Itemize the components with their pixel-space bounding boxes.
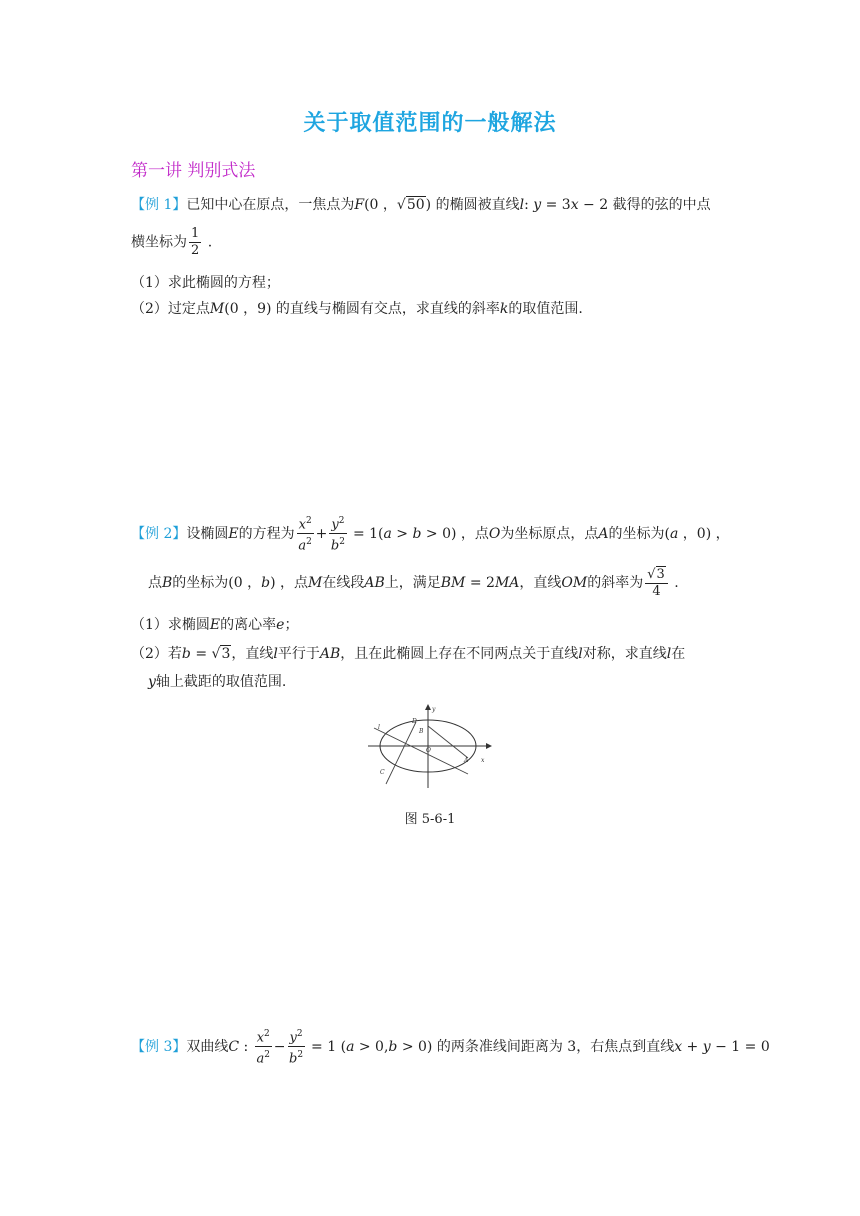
example-3-tag: 【例 3】 <box>131 1038 187 1055</box>
example-1-line-2: 横坐标为 $\frac{1}{2}$ . <box>131 226 213 258</box>
line-cd <box>386 722 416 784</box>
ellipse-figure <box>360 700 500 792</box>
fraction-half: $\frac{1}{2}$ <box>191 226 200 258</box>
fraction-sqrt3-4: $\frac{√3}{4}$ <box>645 566 668 600</box>
example-1-tag: 【例 1】 <box>131 197 187 213</box>
example-2-line-2: 点B的坐标为(0 ，b) ，点M在线段AB上，满足BM = 2MA，直线OM的斜率为 $\frac{√3}{4}$ . <box>148 567 679 599</box>
example-1-line-1: 【例 1】已知中心在原点，一焦点为F(0 ，√50) 的椭圆被直线l: y = 3x − 2 截得的弦的中点 <box>131 197 711 213</box>
label-x: x <box>481 757 485 764</box>
example-2-question-2: （2）若b = √3，直线l平行于AB，且在此椭圆上存在不同两点关于直线l对称，求直线l在 <box>131 646 686 662</box>
label-D: D <box>412 718 417 725</box>
example-2-question-2-cont: y轴上截距的取值范围. <box>148 674 287 690</box>
label-O: O <box>426 747 431 754</box>
line-ab <box>428 726 468 758</box>
label-y: y <box>432 706 436 713</box>
fraction-x2-a2-hyperbola: $\frac{x^2}{a^2}$ <box>255 1026 272 1068</box>
page-title: 关于取值范围的一般解法 <box>303 111 557 136</box>
example-2-tag: 【例 2】 <box>131 525 187 542</box>
x-axis-arrow <box>486 743 492 749</box>
example-3-line-1: 【例 3】双曲线C : $\frac{x^2}{a^2}$ − $\frac{y^2}{b^2}$ = 1 (a > 0,b > 0) 的两条准线间距离为 3，右焦点到直线x + y − 1 = 0 <box>131 1026 770 1068</box>
figure-caption: 图 5-6-1 <box>404 812 456 827</box>
section-heading: 第一讲 判别式法 <box>131 161 256 181</box>
y-axis-arrow <box>425 704 431 710</box>
example-2-line-1: 【例 2】设椭圆E的方程为 $\frac{x^2}{a^2}$ + $\frac{y^2}{b^2}$ = 1(a > b > 0) ，点O为坐标原点，点A的坐标为(a ，0) ， <box>131 513 730 555</box>
fraction-y2-b2-hyperbola: $\frac{y^2}{b^2}$ <box>288 1026 305 1068</box>
example-1-question-2: （2）过定点M(0 ，9) 的直线与椭圆有交点，求直线的斜率k的取值范围. <box>131 301 583 317</box>
label-C: C <box>380 769 385 776</box>
example-2-question-1: （1）求椭圆E的离心率e； <box>131 617 299 633</box>
label-A: A <box>464 757 469 764</box>
fraction-x2-a2: $\frac{x^2}{a^2}$ <box>297 513 314 555</box>
label-B: B <box>419 728 424 735</box>
example-1-question-1: （1）求此椭圆的方程； <box>131 275 280 291</box>
fraction-y2-b2: $\frac{y^2}{b^2}$ <box>329 513 346 555</box>
label-l: l <box>378 724 380 731</box>
